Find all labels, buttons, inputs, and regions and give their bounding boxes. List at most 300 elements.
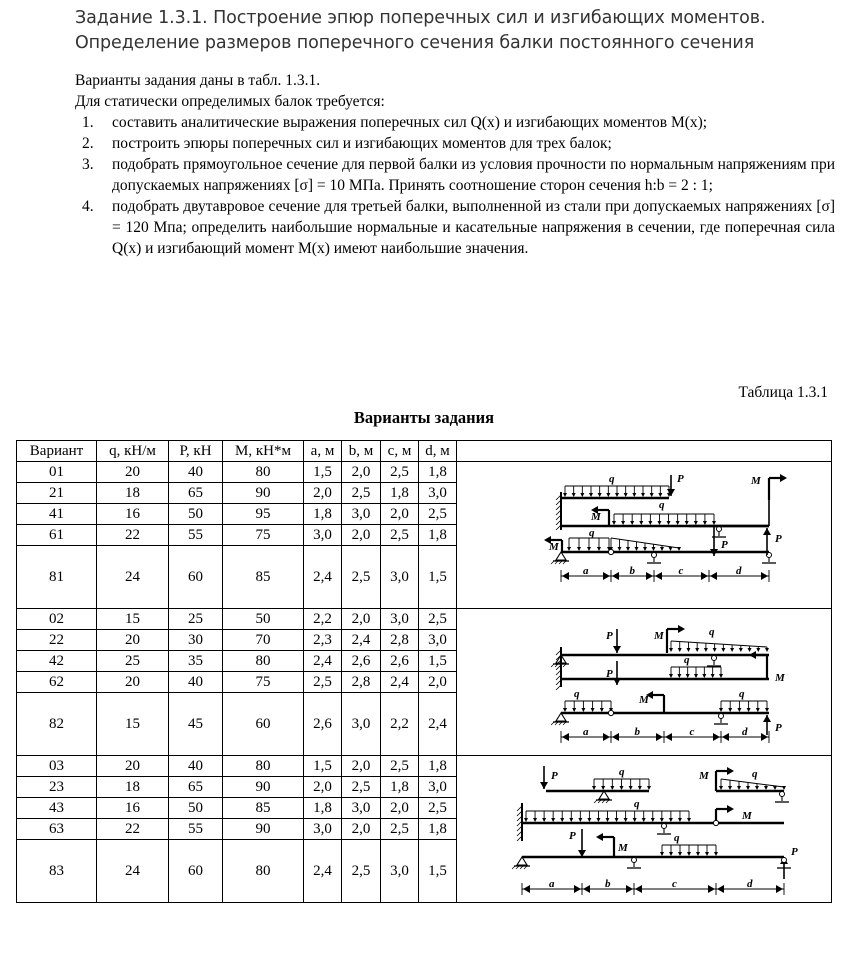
arrow-head (667, 521, 671, 525)
col-header-scheme (457, 441, 832, 462)
table-cell: 23 (17, 777, 97, 798)
table-cell: 75 (223, 672, 304, 693)
arrow-head (694, 674, 698, 678)
table-cell: 3,0 (304, 525, 342, 546)
scheme-label: q (619, 766, 625, 778)
arrow-head (642, 818, 646, 822)
arrow-head (749, 651, 756, 659)
scheme-label: d (736, 565, 742, 577)
arrow-head (650, 493, 654, 497)
table-cell: 65 (169, 777, 223, 798)
arrow-head (581, 708, 585, 712)
hinge (608, 710, 613, 715)
arrow-head (710, 572, 717, 580)
beam-scheme (499, 470, 789, 600)
table-cell: 2,6 (304, 693, 342, 756)
scheme-label: M (742, 810, 752, 822)
roller-support (782, 858, 787, 863)
scheme-label: M (639, 694, 649, 706)
table-cell: 2,4 (304, 651, 342, 672)
beam-scheme-cell (457, 462, 832, 609)
table-cell: 1,8 (419, 525, 457, 546)
roller-support (662, 824, 667, 829)
arrow-head (639, 521, 643, 525)
task-item (75, 196, 835, 259)
table-cell: 2,5 (419, 609, 457, 630)
scheme-label: P (606, 668, 613, 680)
task-number: 4. (82, 198, 94, 215)
table-cell: 3,0 (419, 630, 457, 651)
arrow-head (746, 786, 750, 790)
arrow-head (660, 852, 664, 856)
arrow-head (678, 818, 682, 822)
table-cell: 1,8 (381, 777, 419, 798)
table-row (17, 462, 832, 483)
arrow-head (626, 885, 633, 893)
table-cell: 18 (97, 777, 169, 798)
arrow-head (603, 572, 610, 580)
arrow-head (719, 674, 723, 678)
table-cell: 2,6 (342, 651, 381, 672)
table-cell: 2,0 (342, 609, 381, 630)
table-cell: 2,5 (419, 504, 457, 525)
scheme-label: M (699, 770, 709, 782)
roller-support (712, 656, 717, 661)
arrow-head (635, 885, 642, 893)
scheme-label: M (751, 475, 761, 487)
arrow-head (737, 786, 741, 790)
arrow-head (523, 885, 530, 893)
table-cell: 43 (17, 798, 97, 819)
table-cell: 55 (169, 525, 223, 546)
arrow-head (587, 818, 591, 822)
table-cell: 40 (169, 756, 223, 777)
table-cell: 2,5 (419, 798, 457, 819)
table-cell: 20 (97, 756, 169, 777)
arrow-head (587, 547, 591, 551)
arrow-head (719, 786, 723, 790)
table-cell: 63 (17, 819, 97, 840)
task-text: построить эпюры поперечных сил и изгибающих моментов для трех балок; (112, 135, 612, 152)
table-body (17, 462, 832, 903)
arrow-head (669, 818, 673, 822)
scheme-label: a (549, 878, 555, 890)
arrow-head (562, 572, 569, 580)
scheme-label: q (739, 688, 745, 700)
arrow-head (606, 493, 610, 497)
scheme-line (551, 722, 554, 725)
table-cell: 50 (169, 798, 223, 819)
arrow-head (756, 648, 760, 652)
arrow-head (765, 708, 769, 712)
table-cell: 24 (97, 840, 169, 903)
scheme-label: b (629, 565, 635, 577)
table-cell: 2,2 (304, 609, 342, 630)
scheme-line (551, 664, 554, 667)
arrow-head (713, 648, 717, 652)
arrow-head (540, 782, 548, 789)
arrow-head (612, 572, 619, 580)
table-cell: 22 (97, 819, 169, 840)
arrow-head (574, 885, 581, 893)
arrow-head (629, 786, 633, 790)
col-header-b: b, м (342, 441, 381, 462)
table-cell: 2,5 (342, 840, 381, 903)
scheme-label: P (606, 630, 613, 642)
arrow-head (592, 786, 596, 790)
table-cell: 16 (97, 798, 169, 819)
arrow-head (591, 708, 595, 712)
roller-support (632, 858, 637, 863)
table-cell: 2,5 (342, 483, 381, 504)
table-cell: 3,0 (342, 693, 381, 756)
table-cell: 24 (97, 546, 169, 609)
table-cell: 2,4 (419, 693, 457, 756)
scheme-label: c (689, 726, 695, 738)
table-cell: 40 (169, 462, 223, 483)
table-cell: 1,8 (304, 798, 342, 819)
arrow-head (589, 493, 593, 497)
arrow-head (728, 708, 732, 712)
heading-line-1: Задание 1.3.1. Построение эпюр поперечных сил и изгибающих моментов. (75, 8, 766, 28)
arrow-head (701, 572, 708, 580)
arrow-head (632, 493, 636, 497)
table-cell: 50 (223, 609, 304, 630)
arrow-head (610, 786, 614, 790)
table-cell: 2,0 (342, 819, 381, 840)
scheme-label: d (747, 878, 753, 890)
table-cell: 90 (223, 819, 304, 840)
arrow-head (728, 786, 732, 790)
arrow-head (712, 521, 716, 525)
arrow-head (656, 733, 663, 741)
beam-scheme (484, 761, 804, 897)
scheme-label: c (672, 878, 677, 890)
table-cell: 2,5 (381, 756, 419, 777)
arrow-head (578, 818, 582, 822)
arrow-head (563, 708, 567, 712)
table-cell: 2,0 (342, 525, 381, 546)
arrow-head (702, 674, 706, 678)
arrow-head (657, 521, 661, 525)
roller-support (717, 527, 722, 532)
table-cell: 1,8 (419, 462, 457, 483)
table-cell: 2,0 (342, 462, 381, 483)
table-cell: 2,4 (304, 840, 342, 903)
arrow-head (696, 852, 700, 856)
arrow-head (613, 646, 621, 653)
intro-line-2: Для статически определимых балок требуется: (75, 93, 385, 110)
table-cell: 20 (97, 672, 169, 693)
beam-scheme-cell (457, 609, 832, 756)
intro-line-1: Варианты задания даны в табл. 1.3.1. (75, 72, 321, 89)
arrow-head (612, 521, 616, 525)
scheme-label: q (709, 626, 715, 638)
arrow-head (686, 648, 690, 652)
table-cell: 25 (97, 651, 169, 672)
scheme-label: q (609, 473, 615, 485)
table-cell: 61 (17, 525, 97, 546)
scheme-label: M (775, 672, 785, 684)
col-header-d: d, м (419, 441, 457, 462)
arrow-head (761, 572, 768, 580)
table-cell: 1,8 (419, 819, 457, 840)
scheme-label: a (583, 726, 589, 738)
arrow-head (618, 547, 622, 551)
table-cell: 3,0 (381, 609, 419, 630)
hinge (713, 820, 718, 825)
task-number: 1. (82, 114, 94, 131)
scheme-line (594, 800, 597, 803)
arrow-head (763, 528, 771, 535)
table-cell: 1,8 (304, 504, 342, 525)
table-cell: 25 (169, 609, 223, 630)
arrow-head (624, 493, 628, 497)
roller-support (719, 714, 724, 719)
arrow-head (711, 674, 715, 678)
task-intro (75, 70, 835, 259)
arrow-head (776, 885, 783, 893)
arrow-head (633, 818, 637, 822)
table-cell: 20 (97, 462, 169, 483)
table-cell: 1,5 (419, 651, 457, 672)
arrow-head (601, 786, 605, 790)
table-cell: 2,5 (342, 777, 381, 798)
table-cell: 3,0 (419, 483, 457, 504)
scheme-line (721, 779, 784, 787)
table-cell: 70 (223, 630, 304, 651)
scheme-label: d (742, 726, 748, 738)
arrow-head (655, 572, 662, 580)
table-cell: 1,5 (304, 756, 342, 777)
table-cell: 02 (17, 609, 97, 630)
task-list (75, 112, 835, 259)
table-cell: 2,5 (342, 546, 381, 609)
table-cell: 21 (17, 483, 97, 504)
table-cell: 1,5 (304, 462, 342, 483)
arrow-head (755, 786, 759, 790)
table-cell: 2,6 (381, 651, 419, 672)
arrow-head (730, 648, 734, 652)
table-cell: 1,5 (419, 840, 457, 903)
arrow-head (567, 547, 571, 551)
arrow-head (669, 674, 673, 678)
roller-support (652, 553, 657, 558)
table-cell: 2,0 (381, 504, 419, 525)
scheme-label: P (775, 533, 782, 545)
arrow-head (597, 547, 601, 551)
pin-support (517, 857, 527, 865)
table-cell: 2,0 (304, 777, 342, 798)
arrow-head (612, 733, 619, 741)
arrow-head (620, 786, 624, 790)
pin-support (599, 791, 609, 799)
table-cell: 50 (169, 504, 223, 525)
arrow-head (643, 547, 647, 551)
table-cell: 2,3 (304, 630, 342, 651)
arrow-head (562, 733, 569, 741)
table-cell: 2,4 (342, 630, 381, 651)
variants-table (16, 440, 832, 903)
table-cell: 3,0 (304, 819, 342, 840)
task-heading (75, 6, 840, 56)
scheme-label: M (618, 842, 628, 854)
table-cell: 2,5 (304, 672, 342, 693)
table-cell: 80 (223, 756, 304, 777)
arrow-head (630, 521, 634, 525)
scheme-label: M (549, 541, 559, 553)
table-cell: 65 (169, 483, 223, 504)
arrow-head (676, 521, 680, 525)
arrow-head (647, 786, 651, 790)
table-cell: 01 (17, 462, 97, 483)
arrow-head (563, 493, 567, 497)
arrow-head (524, 818, 528, 822)
scheme-label: q (659, 499, 665, 511)
table-cell: 15 (97, 693, 169, 756)
task-text: подобрать прямоугольное сечение для первой балки из условия прочности по нормальным напряжениям при допускаемых напряжениях [σ] = 10 МПа. Принять соотношение сторон сечения h:b = 2 : 1; (112, 156, 835, 194)
arrow-head (660, 547, 664, 551)
scheme-label: a (583, 565, 589, 577)
table-caption: Таблица 1.3.1 (738, 384, 828, 401)
table-cell: 35 (169, 651, 223, 672)
task-number: 3. (82, 156, 94, 173)
arrow-head (600, 708, 604, 712)
arrow-head (658, 493, 662, 497)
beam-scheme-cell (457, 756, 832, 903)
table-cell: 3,0 (381, 840, 419, 903)
arrow-head (763, 715, 771, 722)
arrow-head (615, 818, 619, 822)
arrow-head (652, 547, 656, 551)
table-cell: 22 (17, 630, 97, 651)
arrow-head (669, 852, 673, 856)
task-item (75, 154, 835, 196)
arrow-head (687, 818, 691, 822)
arrow-head (580, 493, 584, 497)
table-cell: 45 (169, 693, 223, 756)
arrow-head (596, 818, 600, 822)
task-text: составить аналитические выражения поперечных сил Q(x) и изгибающих моментов М(x); (112, 114, 708, 131)
arrow-head (704, 648, 708, 652)
table-cell: 1,8 (419, 756, 457, 777)
table-cell: 2,5 (381, 819, 419, 840)
scheme-label: q (634, 798, 640, 810)
arrow-head (782, 786, 786, 790)
table-cell: 60 (169, 840, 223, 903)
table-cell: 30 (169, 630, 223, 651)
scheme-label: q (752, 768, 758, 780)
arrow-head (635, 547, 639, 551)
task-text: подобрать двутавровое сечение для третьей балки, выполненной из стали при допускаемых напряжениях [σ] = 120 Мпа; определить наибольшие нормальные и касательные напряжения в сечении, где поперечная сила Q(x) и изгибающий момент М(x) имеют наибольшие значения. (112, 198, 835, 257)
table-row (17, 756, 832, 777)
arrow-head (677, 674, 681, 678)
col-header-c: c, м (381, 441, 419, 462)
arrow-head (714, 852, 718, 856)
arrow-head (678, 852, 682, 856)
table-cell: 18 (97, 483, 169, 504)
arrow-head (713, 733, 720, 741)
table-cell: 41 (17, 504, 97, 525)
table-cell: 16 (97, 504, 169, 525)
arrow-head (687, 852, 691, 856)
arrow-head (596, 833, 603, 841)
arrow-head (686, 674, 690, 678)
arrow-head (542, 818, 546, 822)
arrow-head (739, 648, 743, 652)
scheme-label: P (677, 473, 684, 485)
col-header-m: М, кН*м (223, 441, 304, 462)
table-cell: 2,0 (381, 798, 419, 819)
scheme-label: P (721, 539, 728, 551)
scheme-line (512, 866, 515, 869)
table-cell: 2,4 (381, 672, 419, 693)
table-cell: 3,0 (419, 777, 457, 798)
table-cell: 2,2 (381, 693, 419, 756)
arrow-head (721, 648, 725, 652)
arrow-head (669, 547, 673, 551)
beam-scheme (499, 617, 789, 747)
heading-line-2: Определение размеров поперечного сечения балки постоянного сечения (75, 33, 755, 53)
table-cell: 2,5 (381, 462, 419, 483)
table-cell: 2,0 (304, 483, 342, 504)
arrow-head (641, 493, 645, 497)
arrow-head (747, 708, 751, 712)
table-title: Варианты задания (353, 408, 495, 427)
arrow-head (678, 625, 685, 633)
table-cell: 3,0 (342, 504, 381, 525)
scheme-label: P (551, 770, 558, 782)
table-cell: 22 (97, 525, 169, 546)
table-cell: 60 (169, 546, 223, 609)
arrow-head (660, 818, 664, 822)
table-cell: 1,8 (381, 483, 419, 504)
table-cell: 2,0 (419, 672, 457, 693)
arrow-head (719, 708, 723, 712)
table-cell: 2,0 (342, 756, 381, 777)
table-header-row (17, 441, 832, 462)
arrow-head (533, 818, 537, 822)
arrow-head (648, 521, 652, 525)
scheme-label: P (791, 846, 798, 858)
table-cell: 90 (223, 777, 304, 798)
table-cell: 2,8 (342, 672, 381, 693)
arrow-head (598, 493, 602, 497)
table-cell: 95 (223, 504, 304, 525)
col-header-a: a, м (304, 441, 342, 462)
table-cell: 80 (223, 840, 304, 903)
scheme-label: P (569, 830, 576, 842)
table-cell: 80 (223, 651, 304, 672)
table-cell: 2,4 (304, 546, 342, 609)
hinge (608, 549, 613, 554)
arrow-head (621, 521, 625, 525)
pin-support (556, 552, 566, 560)
arrow-head (583, 885, 590, 893)
arrow-head (613, 678, 621, 685)
scheme-label: q (684, 654, 690, 666)
col-header-variant: Вариант (17, 441, 97, 462)
scheme-line (551, 561, 554, 564)
table-cell: 1,5 (419, 546, 457, 609)
table-cell: 83 (17, 840, 97, 903)
scheme-label: b (605, 878, 611, 890)
arrow-head (722, 733, 729, 741)
table-cell: 15 (97, 609, 169, 630)
table-cell: 42 (17, 651, 97, 672)
table-cell: 40 (169, 672, 223, 693)
arrow-head (765, 648, 769, 652)
